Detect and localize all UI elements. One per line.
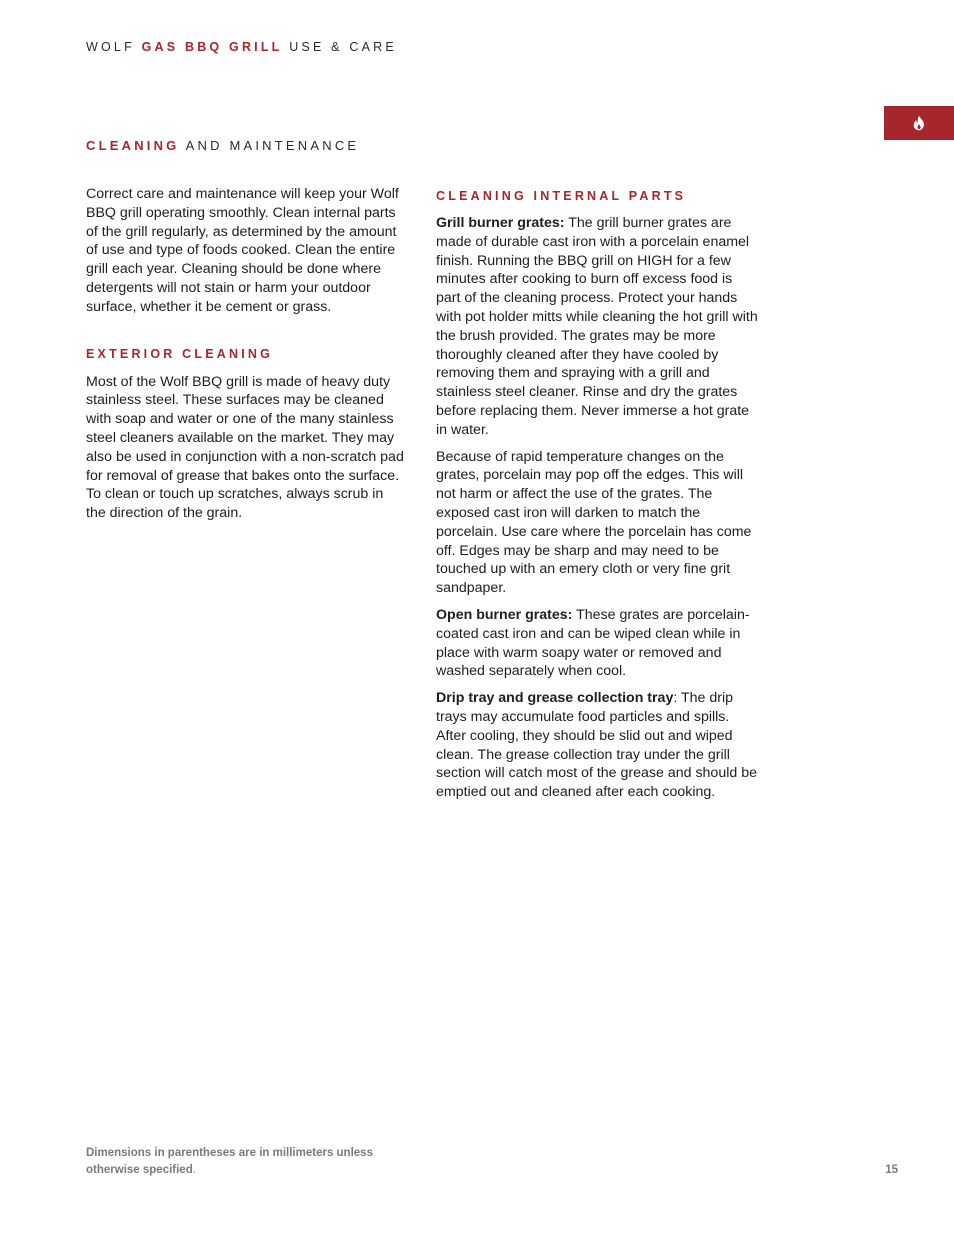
left-column (86, 185, 404, 531)
section-title-rest: AND MAINTENANCE (185, 138, 360, 153)
section-title-accent: CLEANING (86, 138, 180, 153)
grill-burner-grates-text: The grill burner grates are made of durable cast iron with a porcelain enamel finish. Running the BBQ grill on HIGH for a few minutes after cooking to burn off excess food is part of the cleaning process. Protect your hands with pot holder mitts while cleaning the hot grill with the brush provided. The grates may be more thoroughly cleaned after they have cooled by removing them and spraying with a grill and stainless steel cleaner. Rinse and dry the grates before replacing them. Never immerse a hot grate in water. (436, 215, 758, 438)
intro-paragraph: Correct care and maintenance will keep your Wolf BBQ grill operating smoothly. Clean internal parts of the grill regularly, as determined by the amount of use and type of foods cooked. Clean the entire grill each year. Cleaning should be done where detergents will not stain or harm your outdoor surface, whether it be cement or grass. (86, 186, 399, 315)
footer-note-tail: . (192, 1164, 196, 1176)
running-header (86, 40, 397, 54)
footer-dimensions-note (86, 1145, 386, 1179)
exterior-cleaning-paragraph: Most of the Wolf BBQ grill is made of heavy duty stainless steel. These surfaces may be cleaned with soap and water or one of the many stainless steel cleaners available on the market. They may also be used in conjunction with a non-scratch pad for removal of grease that bakes onto the surface. To clean or touch up scratches, always scrub in the direction of the grain. (86, 373, 404, 522)
grill-burner-grates-label: Grill burner grates: (436, 215, 565, 231)
drip-tray-paragraph (436, 689, 758, 802)
open-burner-grates-text: These grates are porcelain-coated cast iron and can be wiped clean while in place with warm soapy water or removed and washed separately when cool. (436, 606, 750, 680)
section-title (86, 138, 359, 153)
section-tab-marker (884, 106, 954, 140)
drip-tray-label: Drip tray and grease collection tray (436, 690, 674, 707)
header-suffix: USE & CARE (289, 40, 397, 54)
flame-icon (912, 115, 926, 131)
header-prefix: WOLF (86, 40, 135, 54)
grill-burner-grates-paragraph (436, 214, 758, 440)
drip-tray-text: : The drip trays may accumulate food particles and spills. After cooling, they should be slid out and wiped clean. The grease collection tray under the grill section will catch most of the grease and should be emptied out and cleaned after each cooking. (436, 690, 757, 801)
exterior-cleaning-heading: EXTERIOR CLEANING (86, 346, 274, 361)
right-column (436, 185, 758, 810)
page-number: 15 (885, 1164, 898, 1176)
porcelain-paragraph: Because of rapid temperature changes on the grates, porcelain may pop off the edges. This will not harm or affect the use of the grates. The exposed cast iron will darken to match the porcelain. Use care where the porcelain has come off. Edges may be sharp and may need to be touched up with an emery cloth or very fine grit sandpaper. (436, 448, 752, 597)
open-burner-grates-label: Open burner grates: (436, 606, 573, 623)
open-burner-grates-paragraph (436, 606, 758, 681)
internal-parts-heading: CLEANING INTERNAL PARTS (436, 189, 687, 203)
header-product: GAS BBQ GRILL (141, 40, 283, 54)
footer-note-bold: Dimensions in parentheses are in millimeters unless otherwise specified (86, 1147, 373, 1176)
